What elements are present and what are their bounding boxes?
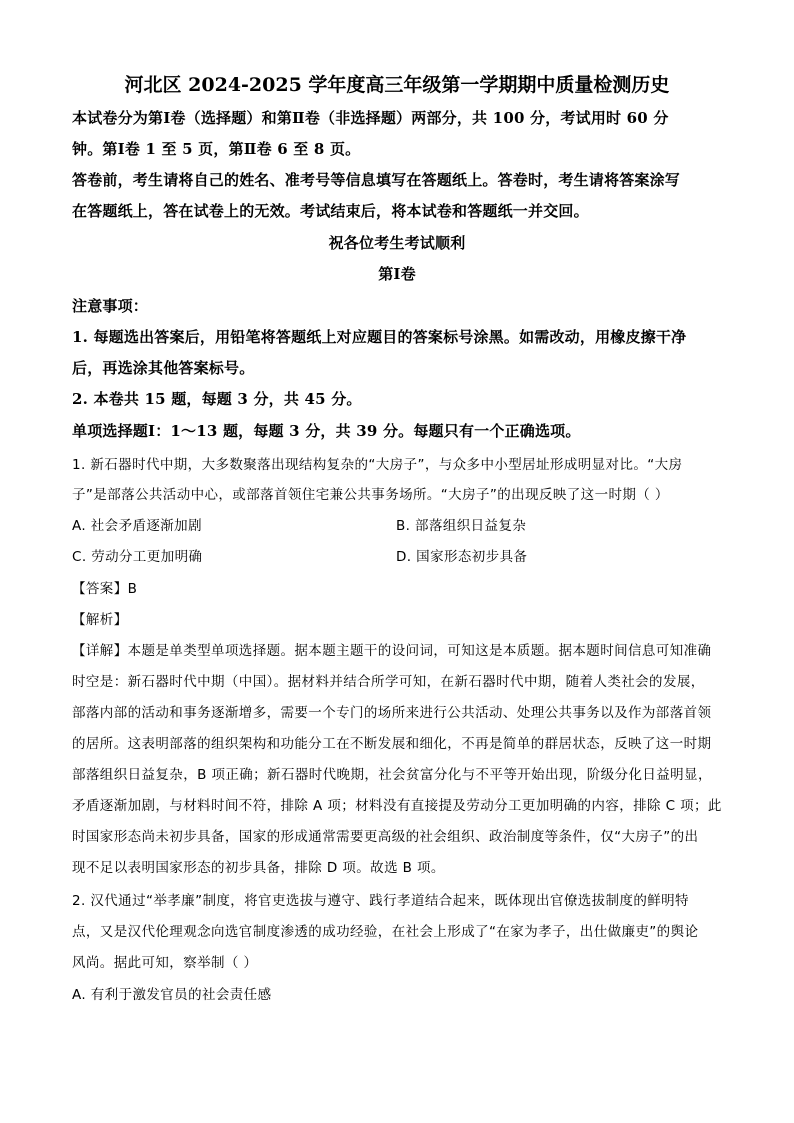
q1-detail-line-2: 时空是：新石器时代中期（中国）。据材料并结合所学可知，在新石器时代中期，随着人类社会的发展， (72, 674, 705, 690)
note-line-4: 单项选择题Ⅰ：1～13 题，每题 3 分，共 39 分。每题只有一个正确选项。 (72, 422, 581, 440)
q1-detail-line-5: 部落组织日益复杂，B 项正确；新石器时代晚期，社会贫富分化与不平等开始出现，阶级分化日益明显， (72, 767, 712, 783)
q1-option-c: C. 劳动分工更加明确 (72, 549, 203, 565)
q2-stem-line-1: 2. 汉代通过“举孝廉”制度，将官吏选拔与遵守、践行孝道结合起来，既体现出官僚选拔制度的鲜明特 (72, 893, 689, 909)
q1-detail-line-8: 现不足以表明国家形态的初步具备，排除 D 项。故选 B 项。 (72, 860, 445, 876)
section-heading: 第Ⅰ卷 (378, 265, 416, 283)
intro-line-2: 钟。第Ⅰ卷 1 至 5 页，第Ⅱ卷 6 至 8 页。 (72, 140, 361, 158)
q1-detail-line-4: 的居所。这表明部落的组织架构和功能分工在不断发展和细化，不再是简单的群居状态，反映了这一时期 (72, 736, 712, 752)
q2-stem-line-3: 风尚。据此可知，察举制（ ） (72, 955, 258, 971)
q2-stem-line-2: 点，又是汉代伦理观念向选官制度渗透的成功经验，在社会上形成了“在家为孝子，出仕做廉吏”的舆论 (72, 924, 699, 940)
notes-heading: 注意事项： (72, 297, 149, 315)
q1-detail-line-7: 时国家形态尚未初步具备，国家的形成通常需要更高级的社会组织、政治制度等条件，仅“大房子”的出 (72, 829, 699, 845)
note-line-1: 1. 每题选出答案后，用铅笔将答题纸上对应题目的答案标号涂黑。如需改动，用橡皮擦干净 (72, 328, 687, 346)
q1-stem-line-2: 子”是部落公共活动中心，或部落首领住宅兼公共事务场所。“大房子”的出现反映了这一时期（ ） (72, 487, 669, 503)
page-title: 河北区 2024-2025 学年度高三年级第一学期期中质量检测历史 (124, 74, 670, 96)
wish-text: 祝各位考生考试顺利 (328, 234, 466, 252)
intro-line-1: 本试卷分为第Ⅰ卷（选择题）和第Ⅱ卷（非选择题）两部分，共 100 分，考试用时 60 分 (72, 109, 669, 127)
intro-line-4: 在答题纸上，答在试卷上的无效。考试结束后，将本试卷和答题纸一并交回。 (72, 202, 589, 220)
q1-detail-line-3: 部落内部的活动和事务逐渐增多，需要一个专门的场所来进行公共活动、处理公共事务以及作为部落首领 (72, 705, 712, 721)
q1-option-a: A. 社会矛盾逐渐加剧 (72, 518, 202, 534)
q1-analysis-label: 【解析】 (72, 612, 128, 628)
q1-option-b: B. 部落组织日益复杂 (396, 518, 527, 534)
q2-option-a: A. 有利于激发官员的社会责任感 (72, 987, 272, 1003)
intro-line-3: 答卷前，考生请将自己的姓名、准考号等信息填写在答题纸上。答卷时，考生请将答案涂写 (72, 171, 681, 189)
q1-answer: 【答案】B (72, 581, 138, 597)
q1-detail-line-6: 矛盾逐渐加剧，与材料时间不符，排除 A 项；材料没有直接提及劳动分工更加明确的内容，排除 C 项；此 (72, 798, 722, 814)
note-line-2: 后，再选涂其他答案标号。 (72, 359, 255, 377)
q1-detail-line-1: 【详解】本题是单类型单项选择题。据本题主题干的设问词，可知这是本质题。据本题时间信息可知准确 (72, 643, 712, 659)
note-line-3: 2. 本卷共 15 题，每题 3 分，共 45 分。 (72, 390, 362, 408)
q1-stem-line-1: 1. 新石器时代中期，大多数聚落出现结构复杂的“大房子”，与众多中小型居址形成明显对比。“大房 (72, 457, 683, 473)
q1-option-d: D. 国家形态初步具备 (396, 549, 528, 565)
